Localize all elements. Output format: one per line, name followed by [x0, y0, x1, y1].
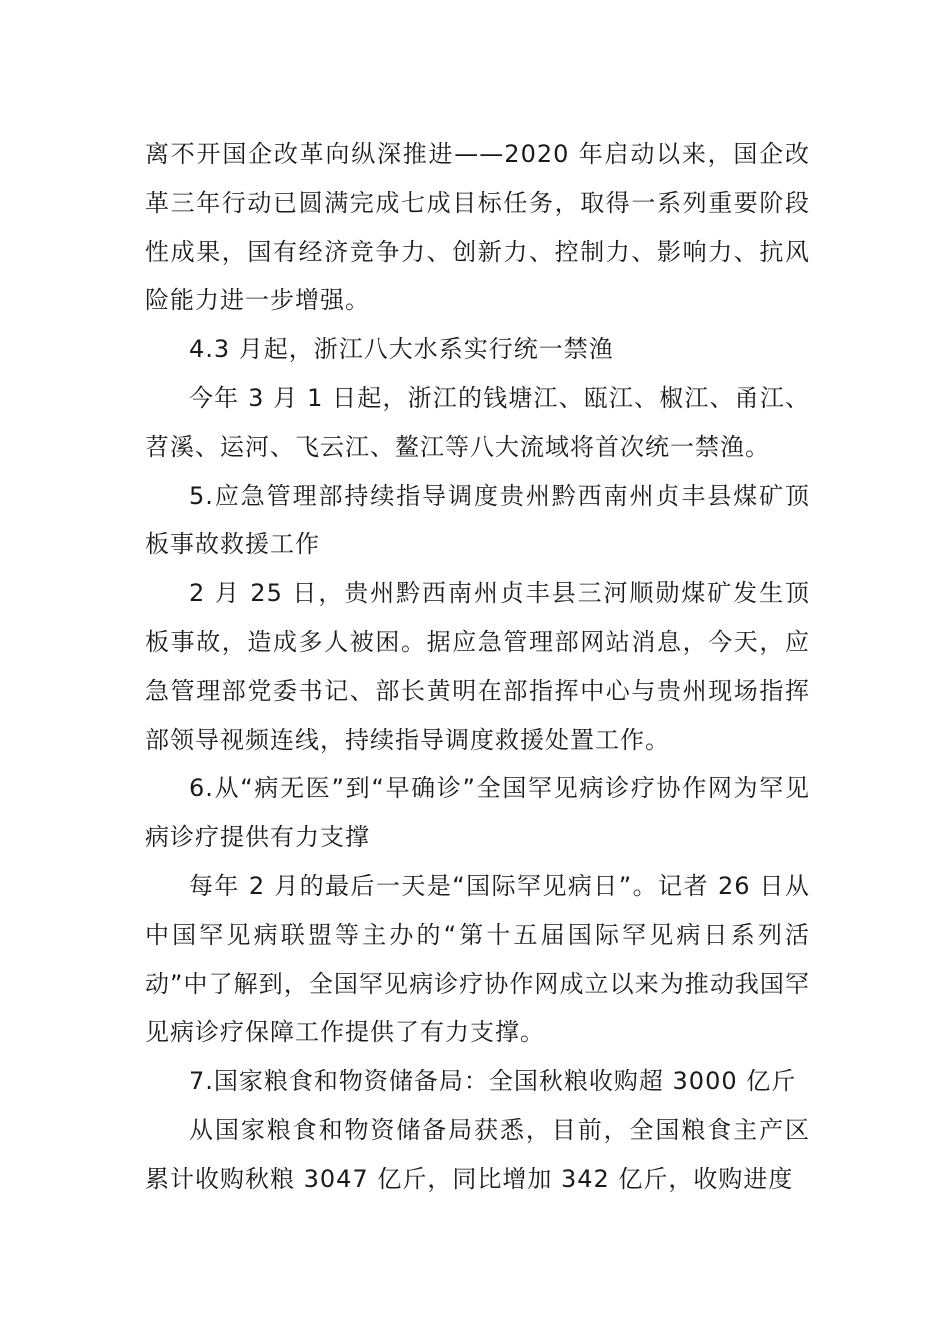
paragraph-rare-disease-network: 每年 2 月的最后一天是“国际罕见病日”。记者 26 日从中国罕见病联盟等主办的“第十五届国际罕见病日系列活动”中了解到，全国罕见病诊疗协作网成立以来为推动我国罕见病诊疗保障工作提供了有力支撑。	[145, 871, 810, 1047]
paragraph-soe-reform-continuation: 离不开国企改革向纵深推进——2020 年启动以来，国企改革三年行动已圆满完成七成目标任务，取得一系列重要阶段性成果，国有经济竞争力、创新力、控制力、影响力、抗风险能力进一步增强。	[145, 140, 810, 315]
heading-guizhou-mine-rescue: 5.应急管理部持续指导调度贵州黔西南州贞丰县煤矿顶板事故救援工作	[145, 481, 810, 559]
heading-zhejiang-fishing-ban: 4.3 月起，浙江八大水系实行统一禁渔	[189, 335, 614, 364]
heading-autumn-grain-purchase: 7.国家粮食和物资储备局：全国秋粮收购超 3000 亿斤	[189, 1067, 797, 1096]
document-body	[145, 130, 810, 1204]
paragraph-guizhou-mine-rescue: 2 月 25 日，贵州黔西南州贞丰县三河顺勋煤矿发生顶板事故，造成多人被困。据应急管理部网站消息，今天，应急管理部党委书记、部长黄明在部指挥中心与贵州现场指挥部领导视频连线，持续指导调度救援处置工作。	[145, 579, 810, 754]
paragraph-zhejiang-fishing-ban: 今年 3 月 1 日起，浙江的钱塘江、瓯江、椒江、甬江、苕溪、运河、飞云江、鳌江等八大流域将首次统一禁渔。	[145, 383, 810, 461]
paragraph-autumn-grain-purchase: 从国家粮食和物资储备局获悉，目前，全国粮食主产区累计收购秋粮 3047 亿斤，同比增加 342 亿斤，收购进度	[145, 1115, 810, 1193]
heading-rare-disease-network: 6.从“病无医”到“早确诊”全国罕见病诊疗协作网为罕见病诊疗提供有力支撑	[145, 774, 810, 852]
